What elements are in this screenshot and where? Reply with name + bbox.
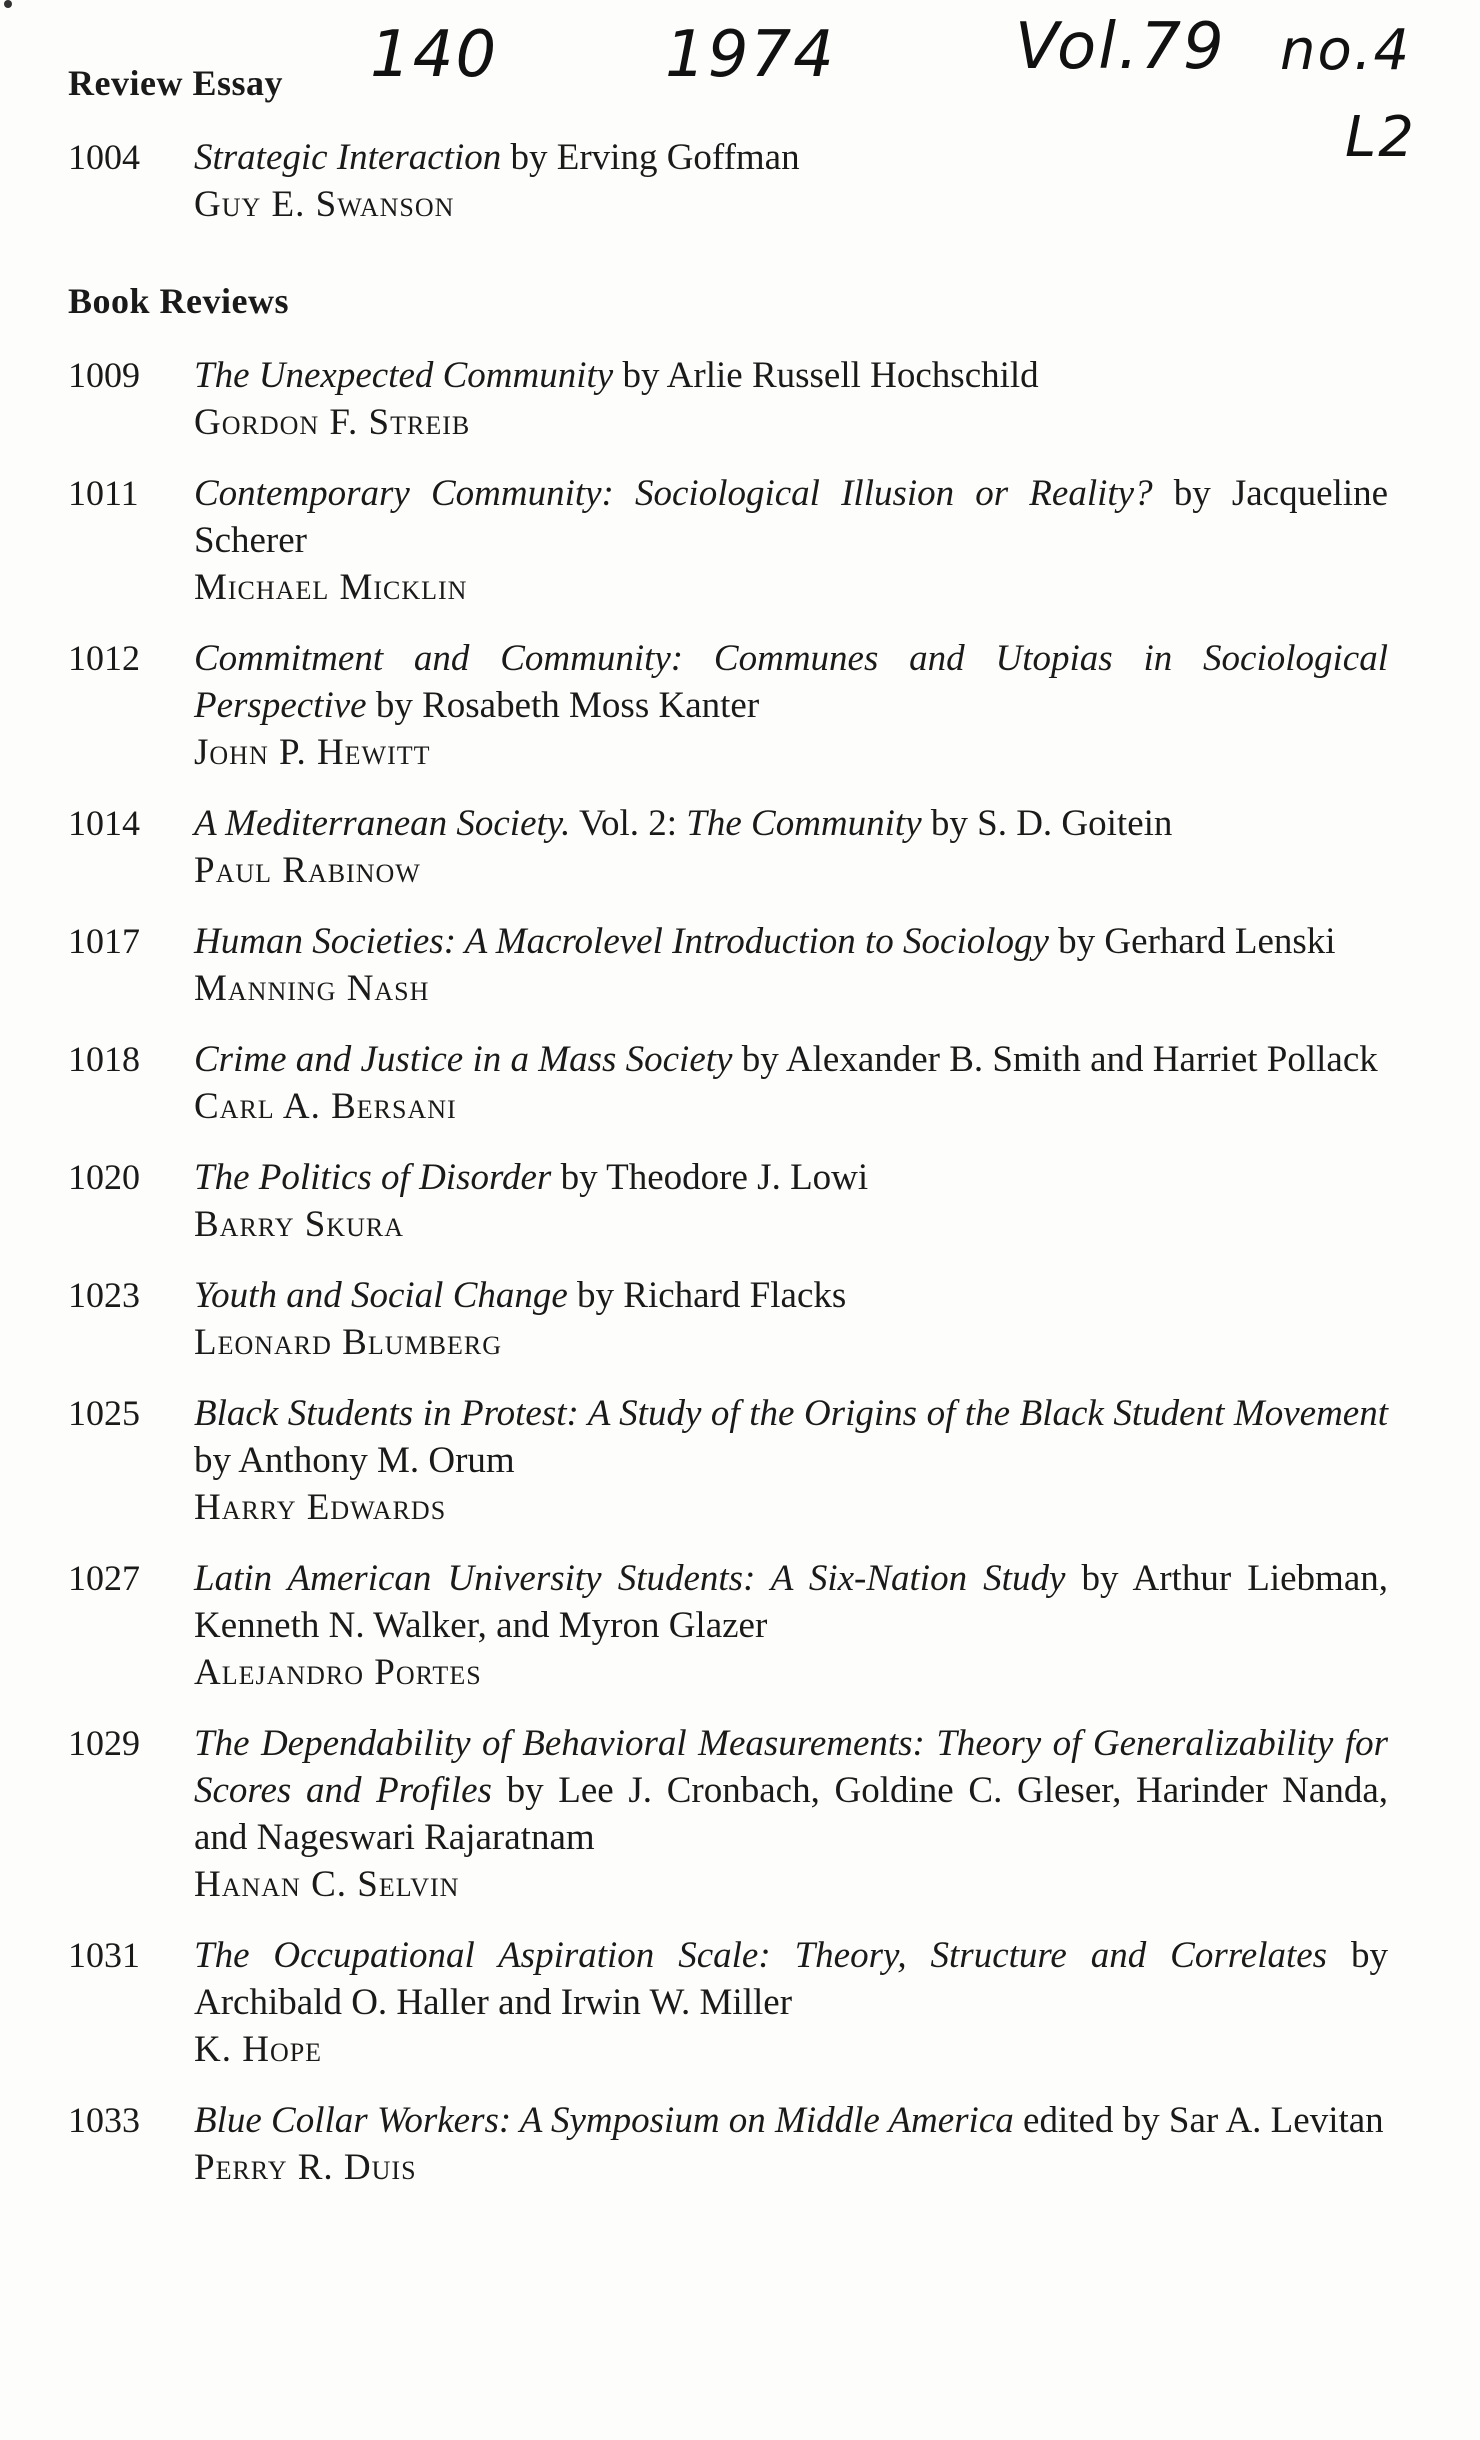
- book-author: by S. D. Goitein: [921, 803, 1173, 844]
- page-number: 1029: [68, 1723, 140, 1763]
- book-citation: [194, 1555, 1388, 1649]
- handwritten-annotation: 1974: [665, 18, 836, 92]
- page-number: 1017: [68, 921, 140, 961]
- section-heading-review-essay: Review Essay: [68, 63, 283, 103]
- book-title: Contemporary Community: Sociological Illusion or Reality?: [194, 473, 1153, 514]
- book-citation: [194, 1036, 1388, 1083]
- reviewer-name: Michael Micklin: [194, 567, 468, 608]
- book-citation: [194, 1154, 1388, 1201]
- page-number: 1031: [68, 1935, 140, 1975]
- book-title: The Occupational Aspiration Scale: Theory, Structure and Correlates: [194, 1935, 1328, 1976]
- page-number: 1020: [68, 1157, 140, 1197]
- review-entry: [68, 1720, 1388, 1908]
- book-citation: [194, 1272, 1388, 1319]
- review-entry: [68, 470, 1388, 611]
- book-citation: [194, 470, 1388, 564]
- book-author: edited by Sar A. Levitan: [1013, 2100, 1384, 2141]
- page-number: 1027: [68, 1558, 140, 1598]
- review-entry: [68, 2097, 1388, 2191]
- book-author: by Theodore J. Lowi: [551, 1157, 869, 1198]
- reviewer-name: Alejandro Portes: [194, 1652, 482, 1693]
- review-entry: [68, 1555, 1388, 1696]
- book-author: by Archibald O. Haller and Irwin W. Miller: [194, 1935, 1389, 2023]
- book-title: Youth and Social Change: [194, 1275, 568, 1316]
- book-title: Strategic Interaction: [194, 137, 502, 178]
- book-title: Commitment and Community: Communes and Utopias in Sociological Perspective: [194, 638, 1388, 726]
- review-entry: [68, 800, 1388, 894]
- review-entry: [68, 1036, 1388, 1130]
- book-citation: [194, 134, 1388, 181]
- book-author: by Erving Goffman: [501, 137, 800, 178]
- page-number: 1009: [68, 355, 140, 395]
- book-title: A Mediterranean Society.: [194, 803, 571, 844]
- page-number: 1012: [68, 638, 140, 678]
- reviewer-name: Barry Skura: [194, 1204, 404, 1245]
- handwritten-annotation: 140: [370, 18, 499, 92]
- book-reviews-list: [68, 352, 1388, 2191]
- page-number: 1011: [68, 473, 139, 513]
- book-title: The Unexpected Community: [194, 355, 614, 396]
- review-entry: [68, 1390, 1388, 1531]
- handwritten-annotation: no.4: [1280, 18, 1412, 83]
- book-author: by Gerhard Lenski: [1048, 921, 1336, 962]
- book-citation: [194, 352, 1388, 399]
- review-entry: [68, 635, 1388, 776]
- reviewer-name: Hanan C. Selvin: [194, 1864, 460, 1905]
- page-number: 1018: [68, 1039, 140, 1079]
- reviewer-name: Manning Nash: [194, 968, 430, 1009]
- stray-ink-mark: [4, 0, 12, 8]
- book-author: Vol. 2:: [570, 803, 687, 844]
- review-essay-list: [68, 134, 1388, 228]
- page-number: 1014: [68, 803, 140, 843]
- reviewer-name: Carl A. Bersani: [194, 1086, 457, 1127]
- reviewer-name: Paul Rabinow: [194, 850, 421, 891]
- page-number: 1023: [68, 1275, 140, 1315]
- book-title: The Dependability of Behavioral Measurements: Theory of Generalizability for Scores and Profiles: [194, 1723, 1388, 1811]
- handwritten-annotation: Vol.79: [1015, 10, 1226, 84]
- page-number: 1004: [68, 137, 140, 177]
- book-author: by Jacqueline Scherer: [194, 473, 1388, 561]
- reviewer-name: Gordon F. Streib: [194, 402, 471, 443]
- reviewer-name: K. Hope: [194, 2029, 323, 2070]
- book-title: Blue Collar Workers: A Symposium on Middle America: [194, 2100, 1014, 2141]
- review-entry: [68, 352, 1388, 446]
- section-heading-book-reviews: Book Reviews: [68, 281, 289, 321]
- reviewer-name: Guy E. Swanson: [194, 184, 455, 225]
- book-author: by Lee J. Cronbach, Goldine C. Gleser, Harinder Nanda, and Nageswari Rajaratnam: [194, 1770, 1388, 1858]
- review-entry: [68, 1932, 1388, 2073]
- handwritten-annotation: L2: [1345, 105, 1416, 170]
- book-author: by Rosabeth Moss Kanter: [366, 685, 760, 726]
- review-entry: [68, 1154, 1388, 1248]
- book-citation: [194, 2097, 1388, 2144]
- book-title: Latin American University Students: A Six-Nation Study: [194, 1558, 1066, 1599]
- book-citation: [194, 1932, 1388, 2026]
- reviewer-name: Harry Edwards: [194, 1487, 447, 1528]
- book-title: The Community: [686, 803, 922, 844]
- page-number: 1033: [68, 2100, 140, 2140]
- reviewer-name: John P. Hewitt: [194, 732, 431, 773]
- book-title: Black Students in Protest: A Study of the Origins of the Black Student Movement: [194, 1393, 1388, 1434]
- reviewer-name: Perry R. Duis: [194, 2147, 417, 2188]
- book-author: by Alexander B. Smith and Harriet Pollack: [732, 1039, 1378, 1080]
- reviewer-name: Leonard Blumberg: [194, 1322, 502, 1363]
- book-citation: [194, 1390, 1388, 1484]
- book-author: by Richard Flacks: [567, 1275, 847, 1316]
- book-title: Human Societies: A Macrolevel Introduction to Sociology: [194, 921, 1049, 962]
- book-title: The Politics of Disorder: [194, 1157, 552, 1198]
- book-citation: [194, 635, 1388, 729]
- book-citation: [194, 1720, 1388, 1861]
- review-entry: [68, 918, 1388, 1012]
- book-title: Crime and Justice in a Mass Society: [194, 1039, 733, 1080]
- book-citation: [194, 918, 1388, 965]
- book-citation: [194, 800, 1388, 847]
- book-author: by Anthony M. Orum: [194, 1440, 515, 1481]
- book-author: by Arlie Russell Hochschild: [613, 355, 1039, 396]
- book-author: by Arthur Liebman, Kenneth N. Walker, and Myron Glazer: [194, 1558, 1389, 1646]
- page-number: 1025: [68, 1393, 140, 1433]
- review-entry: [68, 1272, 1388, 1366]
- review-entry: [68, 134, 1388, 228]
